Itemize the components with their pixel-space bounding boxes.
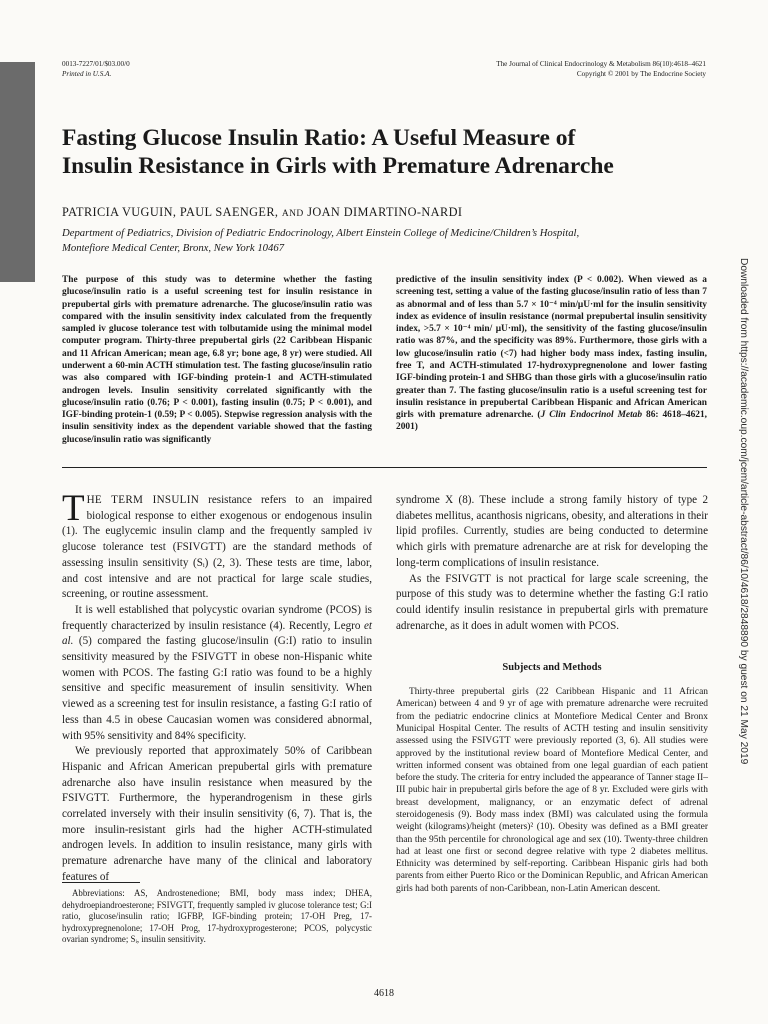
authors-part1: PATRICIA VUGUIN, PAUL SAENGER, bbox=[62, 205, 279, 219]
download-watermark: Downloaded from https://academic.oup.com/jcem/article-abstract/86/10/4618/2848890 by guest on 21 May 2019 bbox=[738, 258, 749, 765]
header-right bbox=[496, 60, 706, 79]
affiliation-line2: Montefiore Medical Center, Bronx, New York 10467 bbox=[62, 242, 285, 254]
footnote-rule bbox=[62, 882, 140, 883]
paper-title-line1: Fasting Glucose Insulin Ratio: A Useful Measure of bbox=[62, 125, 576, 151]
authors-and: AND bbox=[281, 209, 304, 219]
intro-smallcaps: HE TERM INSULIN bbox=[86, 494, 200, 506]
abstract-left: The purpose of this study was to determine whether the fasting glucose/insulin ratio is a useful screening test for insulin resistance in prepubertal girls with premature adrenarche. The glucose/insulin ratio was compared with the insulin sensitivity index calculated from the frequently sampled iv glucose tolerance test with tolbutamide using the minimal model computer program. Thirty-three prepubertal girls (22 Caribbean Hispanic and 11 African American; mean age, 6.8 yr; bone age, 8 yr) were studied. All underwent a 60-min ACTH stimulation test. The fasting glucose/insulin ratio was also compared with IGF-binding protein-1 and ACTH-stimulated androgen levels. Insulin sensitivity correlated significantly with the glucose/insulin ratio (0.76; P < 0.001), fasting insulin (0.75; P < 0.001), and IGF-binding protein-1 (0.59; P < 0.005). Stepwise regression analysis with the insulin sensitivity index as the dependent variable showed that the fasting glucose/insulin ratio was significantly bbox=[62, 275, 372, 445]
paper-title bbox=[62, 124, 702, 180]
side-margin-bar bbox=[0, 62, 35, 282]
header-left bbox=[62, 60, 130, 79]
abstract-right-text: predictive of the insulin sensitivity index (P < 0.002). When viewed as a screening test, setting a value of the fasting glucose/insulin ratio of less than 7 as abnormal and of less than 5.7 × 10⁻⁴ min/μU·ml for the insulin sensitivity index as evidence of insulin resistance (normal prepubertal insulin sensitivity index, >5.7 × 10⁻⁴ min/ μU·ml), the sensitivity of the fasting glucose/insulin ratio was 87%, and the specificity was 89%. Furthermore, those girls with a low glucose/insulin ratio (<7) had higher body mass index, fasting insulin, free T, and ACTH-stimulated 17-hydroxypregnenolone and lower fasting IGF-binding protein-1 and SHBG than those girls with a glucose/insulin ratio greater than 7. The fasting glucose/insulin ratio is a useful screening test for insulin resistance in prepubertal Caribbean Hispanic and African American girls with premature adrenarche. ( bbox=[396, 275, 707, 421]
intro-p2-text-b: (5) compared the fasting glucose/insulin (G:I) ratio to insulin sensitivity measured by the FSIVGTT in obese non-Hispanic white women with PCOS. The fasting G:I ratio was found to be a highly sensitive and specific measurement of insulin sensitivity. When viewed as a screening test for insulin resistance, a fasting G:I ratio of less than 4.5 in obese Caucasian women was considered abnormal, with 95% sensitivity and 84% specificity. bbox=[62, 635, 372, 742]
header-issn: 0013-7227/01/$03.00/0 bbox=[62, 60, 130, 68]
abstract-divider bbox=[62, 467, 707, 468]
body-column-left bbox=[62, 488, 372, 886]
intro-p2-etal: et al. bbox=[62, 619, 372, 648]
affiliation bbox=[62, 226, 702, 256]
abstract-citation-end: 86: 4618–4621, 2001) bbox=[396, 410, 707, 433]
section-heading-methods: Subjects and Methods bbox=[502, 662, 602, 674]
abstract-journal-abbrev: J Clin Endocrinol Metab bbox=[540, 410, 643, 421]
paper-title-line2: Insulin Resistance in Girls with Premature Adrenarche bbox=[62, 153, 614, 179]
author-list bbox=[62, 205, 462, 220]
drop-cap: T bbox=[62, 488, 85, 529]
authors-part2: JOAN DIMARTINO-NARDI bbox=[307, 205, 463, 219]
methods-paragraph: Thirty-three prepubertal girls (22 Caribbean Hispanic and 11 African American) between 4 and 9 yr of age with premature adrenarche were recruited from the pediatric endocrine clinics at Montefiore Medical Center and Bronx Municipal Hospital Center. The results of ACTH testing and insulin sensitivity assessed using the FSIVGTT were previously reported (3, 6). All studies were approved by the institutional review board of Montefiore Medical Center, and written informed consent was obtained from one legal guardian of each patient before the study. The criteria for entry included the appearance of Tanner stage II–III pubic hair in prepubertal girls before the age of 8 yr. Excluded were girls with breast development, malignancy, or an enzymatic defect of adrenal steroidogenesis (9). Body mass index (BMI) was calculated using the formula weight (kilograms)/height (meters)² (10). Obesity was defined as a BMI greater than the 95th percentile for chronological age and sex (10). Twenty-three children had at least one first or second degree relative with type 2 diabetes mellitus. Ethnicity was determined by self-reporting. Caribbean Hispanic girls had both parents from either Puerto Rico or the Dominican Republic, and African American girls had both parents of non-Caribbean, non-Latin American descent. bbox=[396, 687, 708, 894]
intro-paragraph-5: As the FSIVGTT is not practical for large scale screening, the purpose of this study was to determine whether the fasting G:I ratio could identify insulin resistance in prepubertal girls with premature adrenarche, as it does in adult women with PCOS. bbox=[396, 572, 708, 632]
intro-paragraph-2 bbox=[62, 603, 372, 744]
header-copyright: Copyright © 2001 by The Endocrine Society bbox=[576, 69, 706, 78]
page-number: 4618 bbox=[374, 988, 394, 999]
abstract-right bbox=[396, 274, 707, 434]
abbreviations-footnote: Abbreviations: AS, Androstenedione; BMI, body mass index; DHEA, dehydroepiandroesterone; FSIVGTT, frequently sampled iv glucose tolerance test; G:I ratio, glucose/insulin ratio; IGFBP, IGF-binding protein; 17-OH Preg, 17-hydroxypregnenolone; 17-OH Prog, 17-hydroxyprogesterone; PCOS, polycystic ovarian syndrome; Sᵢ, insulin sensitivity. bbox=[62, 888, 372, 944]
intro-paragraph-1 bbox=[62, 488, 372, 603]
intro-p2-text-a: It is well established that polycystic ovarian syndrome (PCOS) is frequently characterized by insulin resistance (4). Recently, Legro bbox=[62, 603, 372, 632]
intro-paragraph-3: We previously reported that approximately 50% of Caribbean Hispanic and African American prepubertal girls with premature adrenarche also have insulin resistance when measured by the FSIVGTT. Furthermore, the hyperandrogenism in these girls correlated inversely with their insulin sensitivity (6, 7). That is, the more insulin-resistant girls had the higher ACTH-stimulated androgen levels. In addition to insulin resistance, many girls with premature adrenarche have many of the clinical and laboratory features of bbox=[62, 745, 372, 883]
body-column-right bbox=[396, 493, 708, 895]
intro-paragraph-4: syndrome X (8). These include a strong family history of type 2 diabetes mellitus, acanthosis nigricans, obesity, and alterations in their lipid profiles. Currently, studies are being conducted to determine which girls with premature adrenarche are at risk for developing the long-term complications of insulin resistance. bbox=[396, 494, 708, 569]
affiliation-line1: Department of Pediatrics, Division of Pediatric Endocrinology, Albert Einstein College of Medicine/Children’s Hospital, bbox=[62, 227, 580, 239]
intro-p1-text: resistance refers to an impaired biological response to either exogenous or endogenous insulin (1). The euglycemic insulin clamp and the frequently sampled iv glucose tolerance test (FSIVGTT) are the standard methods of assessing insulin sensitivity (Sᵢ) (2, 3). These tests are time, labor, and cost intensive and are not practical for large scale studies, screening, or routine assessment. bbox=[62, 494, 372, 601]
header-journal: The Journal of Clinical Endocrinology & Metabolism 86(10):4618–4621 bbox=[496, 60, 706, 68]
header-printed: Printed in U.S.A. bbox=[62, 69, 112, 78]
